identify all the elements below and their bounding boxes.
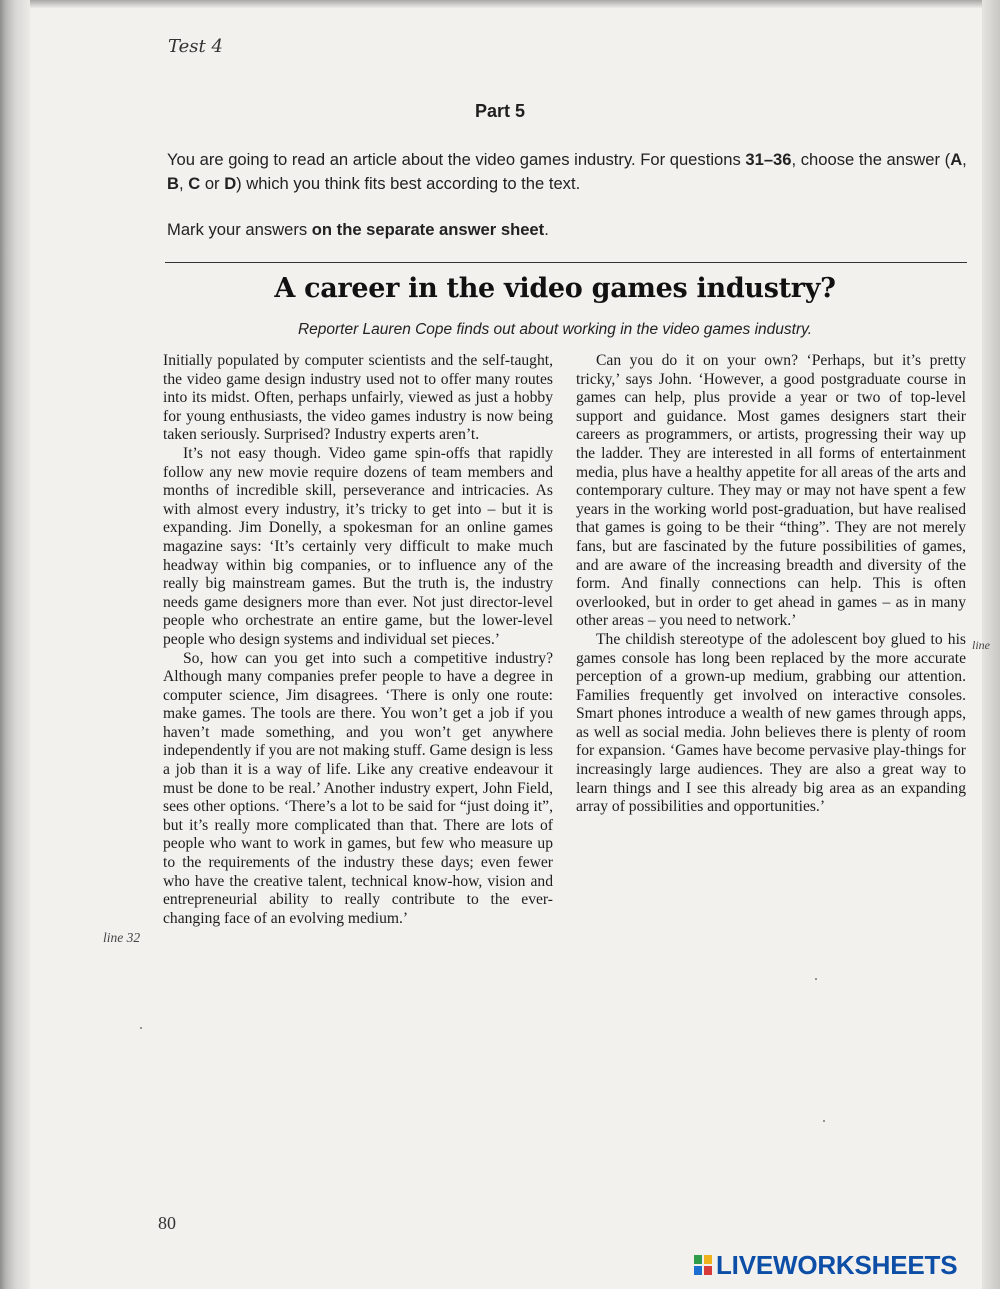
scan-speck [140, 1027, 142, 1029]
answer-sheet-instruction [167, 220, 973, 240]
paragraph: The childish stereotype of the adolescent boy glued to his games console has long been replaced by the more accurate perception of a grown-up medium, grabbing our attention. Families frequently get involved on interactive consoles. Smart phones introduce a wealth of new games through apps, as well as social media. John believes there is plenty of room for expansion. ‘Games have become pervasive play-things for increasingly large audiences. They are also a great way to learn things and I see this already big area as an expanding array of possibilities and opportunities.’ [576, 630, 966, 816]
liveworksheets-watermark [693, 1250, 957, 1280]
part-title: Part 5 [474, 101, 526, 121]
answer-sheet-emphasis: on the separate answer sheet [311, 220, 545, 239]
separator: or [200, 174, 225, 193]
paragraph: It’s not easy though. Video game spin-offs that rapidly follow any new movie require dozens of team members and months of incredible skill, perseverance and intricacies. As with almost every industry, it’s tricky to get into – but it is expanding. Jim Donelly, a spokesman for an online games magazine says: ‘It’s certainly very difficult to make much headway within big companies, or to influence any of the really big mainstream games. But the truth is, the industry needs game designers more than ever. Not just director-level people who orchestrate an entire game, but the lower-level people who design systems and individual set pieces.’ [163, 444, 553, 648]
scan-shadow-top [0, 0, 1000, 8]
paragraph: Can you do it on your own? ‘Perhaps, but it’s pretty tricky,’ says John. ‘However, a good postgraduate course in games can help, plus provide a year or two of top-level support and guidance. Most games designers start their careers as programmers, or artists, progressing their way up the ladder. They are interested in all forms of entertainment media, plus have a healthy appetite for all areas of the arts and contemporary culture. They may or may not have spent a few years in the working world post-graduation, but have realised that games is going to be their “thing”. They are not merely fans, but are fascinated by the future possibilities of games, and are aware of the increasing breadth and diversity of the form. And finally connections can help. This is often overlooked, but in order to get ahead in games – as in many other areas – you need to network.’ [576, 352, 966, 630]
article-right-column [576, 352, 966, 817]
running-head: Test 4 [168, 36, 223, 57]
scan-speck [815, 978, 817, 980]
question-range: 31–36 [745, 150, 792, 169]
option-c: C [188, 174, 201, 193]
instruction-text: You are going to read an article about the video games industry. For questions [167, 150, 746, 169]
task-instructions [167, 148, 973, 196]
option-a: A [950, 150, 963, 169]
separator: , [178, 174, 189, 193]
watermark-text: LIVEWORKSHEETS [716, 1249, 958, 1280]
instruction-text: Mark your answers [167, 220, 312, 239]
article-title: A career in the video games industry? [274, 273, 836, 304]
margin-note-line-32: line 32 [103, 930, 141, 945]
page-number: 80 [158, 1213, 176, 1233]
scan-speck [823, 1120, 825, 1122]
margin-note-line: line [972, 638, 990, 652]
paragraph: Initially populated by computer scientists and the self-taught, the video game design industry used not to offer many routes into its midst. Often, perhaps unfairly, viewed as just a hobby for young enthusiasts, the video games industry is now being taken seriously. Surprised? Industry experts aren’t. [163, 352, 553, 444]
scan-shadow-left [0, 0, 30, 1289]
instruction-text: , choose the answer ( [791, 150, 951, 169]
option-d: D [224, 174, 237, 193]
paragraph: So, how can you get into such a competitive industry? Although many companies prefer people to have a degree in computer science, Jim disagrees. ‘There is only one route: make games. The tools are there. You won’t get a job if you haven’t made something, and you won’t get anywhere independently if you are not making stuff. Game design is less a job than it is a way of life. Like any creative endeavour it must be done to be real.’ Another industry expert, John Field, sees other options. ‘There’s a lot to be said for “just doing it”, but it’s really more complicated than that. There are lots of people who want to work in games, but few who measure up to the requirements of the industry these days; even fewer who have the creative talent, technical know-how, vision and entrepreneurial ability to really contribute to the ever-changing face of an evolving medium.’ [163, 649, 553, 927]
separator: , [962, 150, 967, 169]
instruction-text: . [544, 220, 549, 239]
article-byline: Reporter Lauren Cope finds out about working in the video games industry. [297, 321, 813, 338]
article-left-column [163, 352, 553, 928]
instruction-text: ) which you think fits best according to the text. [236, 174, 581, 193]
horizontal-rule [165, 262, 967, 263]
option-b: B [167, 174, 179, 193]
liveworksheets-logo-icon [693, 1254, 713, 1276]
